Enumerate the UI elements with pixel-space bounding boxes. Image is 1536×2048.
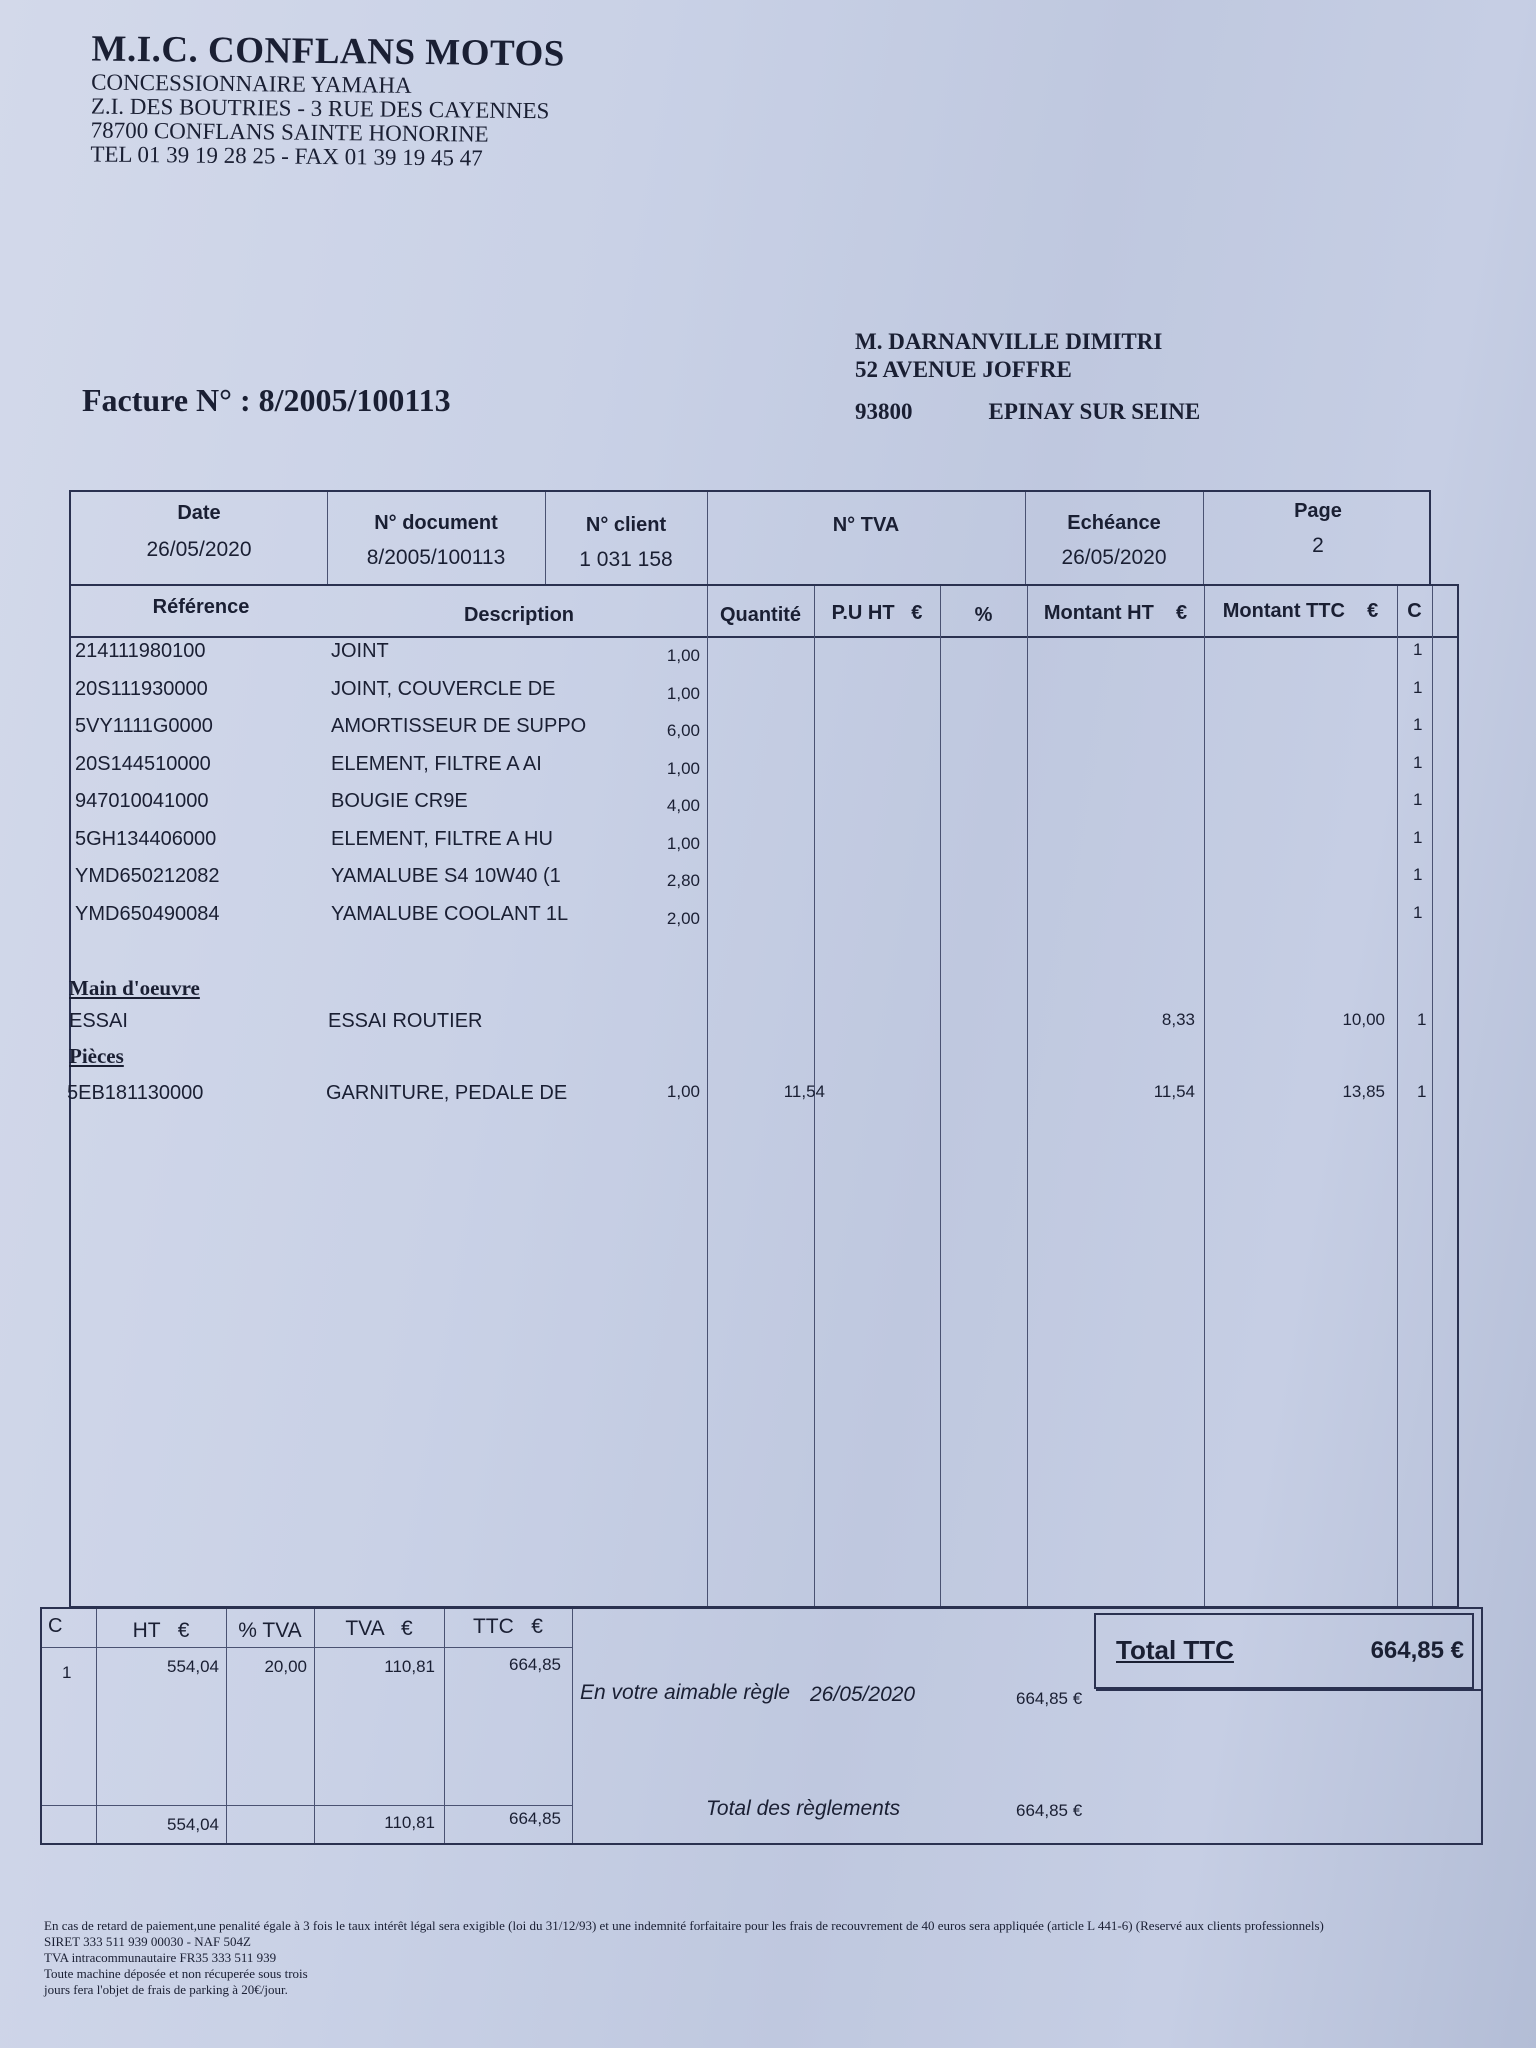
- doc-value: 8/2005/100113: [366, 546, 506, 569]
- ref: ESSAI: [69, 1010, 128, 1032]
- c: 1: [1413, 865, 1423, 884]
- item-row: [71, 903, 1457, 939]
- item-row: [71, 828, 1457, 864]
- qty: 1,00: [666, 833, 700, 853]
- ref: 947010041000: [75, 790, 209, 812]
- qty: 1,00: [666, 683, 700, 703]
- doc-header: N° document: [374, 512, 498, 534]
- vat-ttc-header: TTC €: [472, 1615, 543, 1638]
- qty: 1,00: [666, 1082, 700, 1101]
- vat-rate-header: % TVA: [238, 1619, 302, 1642]
- vat-row-rate: 20,00: [264, 1657, 307, 1676]
- vat-total-ht: 554,04: [167, 1815, 219, 1834]
- client-no-header: N° client: [585, 514, 667, 536]
- parking-notice-2: jours fera l'objet de frais de parking à 20€/jour.: [44, 1982, 288, 1997]
- item-row: [71, 753, 1457, 789]
- desc: GARNITURE, PEDALE DE: [326, 1082, 568, 1104]
- desc: YAMALUBE COOLANT 1L: [331, 902, 569, 925]
- col-amount-ttc: Montant TTC €: [1222, 600, 1379, 622]
- client-name: M. DARNANVILLE DIMITRI: [855, 329, 1163, 354]
- c: 1: [1417, 1082, 1427, 1101]
- ref: YMD650212082: [75, 865, 220, 887]
- labour-row: [71, 1010, 1457, 1046]
- vat-c-header: C: [48, 1615, 63, 1637]
- qty: 1,00: [666, 646, 700, 665]
- client-city: EPINAY SUR SEINE: [988, 399, 1201, 424]
- vat-row-c: 1: [62, 1663, 72, 1682]
- c: 1: [1413, 902, 1423, 922]
- client-no-value: 1 031 158: [579, 548, 673, 571]
- ref: YMD650490084: [75, 902, 220, 925]
- payment-amount: 664,85 €: [1016, 1689, 1083, 1708]
- vat-number: TVA intracommunautaire FR35 333 511 939: [44, 1950, 277, 1965]
- due-value: 26/05/2020: [1061, 546, 1167, 569]
- client-postcode: 93800: [855, 399, 913, 424]
- desc: AMORTISSEUR DE SUPPO: [331, 715, 587, 737]
- desc: YAMALUBE S4 10W40 (1: [331, 865, 561, 887]
- desc: JOINT, COUVERCLE DE: [331, 677, 556, 700]
- vat-row-ht: 554,04: [167, 1657, 219, 1676]
- company-line: Z.I. DES BOUTRIES - 3 RUE DES CAYENNES: [90, 93, 550, 124]
- qty: 2,00: [666, 908, 700, 928]
- siret: SIRET 333 511 939 00030 - NAF 504Z: [44, 1934, 251, 1949]
- qty: 6,00: [666, 721, 700, 740]
- ref: 20S144510000: [75, 752, 211, 775]
- page-header: Page: [1294, 500, 1342, 522]
- col-reference: Référence: [152, 596, 250, 618]
- ref: 5GH134406000: [75, 827, 217, 850]
- vat-ht-header: HT €: [132, 1619, 190, 1642]
- amount-ttc: 13,85: [1342, 1082, 1385, 1101]
- date-header: Date: [177, 502, 221, 524]
- company-header: [90, 28, 565, 172]
- labour-section-title: Main d'oeuvre: [69, 976, 200, 1000]
- col-percent: %: [974, 604, 993, 626]
- total-ttc-value: 664,85 €: [1370, 1637, 1464, 1664]
- invoice-title: Facture N° : 8/2005/100113: [82, 382, 451, 418]
- company-line: TEL 01 39 19 28 25 - FAX 01 39 19 45 47: [90, 141, 483, 171]
- company-name: M.I.C. CONFLANS MOTOS: [91, 28, 566, 75]
- ref: 5EB181130000: [67, 1082, 204, 1104]
- qty: 4,00: [666, 796, 700, 815]
- vat-total-tva: 110,81: [384, 1813, 435, 1832]
- date-value: 26/05/2020: [146, 538, 252, 561]
- qty: 2,80: [666, 871, 700, 890]
- item-row: [71, 640, 1457, 676]
- c: 1: [1413, 790, 1423, 809]
- ref: 214111980100: [75, 640, 206, 662]
- desc: JOINT: [331, 640, 389, 662]
- c: 1: [1417, 1010, 1427, 1029]
- payments-total-label: Total des règlements: [706, 1797, 901, 1820]
- item-row: [71, 678, 1457, 714]
- company-line: 78700 CONFLANS SAINTE HONORINE: [90, 117, 489, 147]
- c: 1: [1413, 677, 1423, 697]
- vat-total-ttc: 664,85: [509, 1809, 561, 1828]
- amount-ht: 11,54: [1153, 1082, 1195, 1101]
- parts-section-title: Pièces: [69, 1044, 124, 1068]
- desc: ELEMENT, FILTRE A HU: [331, 827, 553, 850]
- total-ttc-box: [1094, 1613, 1474, 1689]
- item-row: [71, 790, 1457, 826]
- late-payment-notice: En cas de retard de paiement,une penalité égale à 3 fois le taux intérêt légal sera exigible (loi du 31/12/93) et une indemnité forfaitaire pour les frais de recouvrement de 40 euros sera appliquée (article L 441-6) (Reservé aux clients professionnels): [44, 1918, 1324, 1933]
- parking-notice-1: Toute machine déposée et non récuperée sous trois: [44, 1966, 308, 1981]
- ref: 20S111930000: [75, 677, 208, 700]
- desc: ESSAI ROUTIER: [328, 1010, 483, 1032]
- client-address: [855, 328, 1200, 426]
- c: 1: [1413, 715, 1423, 734]
- client-street: 52 AVENUE JOFFRE: [855, 357, 1072, 382]
- tva-header: N° TVA: [832, 514, 900, 536]
- desc: ELEMENT, FILTRE A AI: [331, 752, 542, 775]
- amount-ht: 8,33: [1161, 1010, 1195, 1029]
- items-table: [69, 584, 1459, 1608]
- total-ttc-label: Total TTC: [1116, 1635, 1234, 1665]
- item-row: [71, 715, 1457, 751]
- amount-ttc: 10,00: [1342, 1010, 1385, 1029]
- c: 1: [1413, 827, 1423, 847]
- due-header: Echéance: [1067, 512, 1161, 534]
- col-description: Description: [463, 604, 575, 626]
- ref: 5VY1111G0000: [75, 715, 213, 737]
- vat-row-ttc: 664,85: [509, 1655, 561, 1674]
- payment-date: 26/05/2020: [810, 1683, 916, 1706]
- vat-row-tva: 110,81: [384, 1657, 435, 1676]
- info-table: [69, 490, 1431, 586]
- legal-footer: [44, 1918, 1484, 1998]
- page-value: 2: [1312, 534, 1324, 557]
- parts-row: [67, 1082, 1457, 1118]
- col-c: C: [1407, 600, 1422, 622]
- unit-price: 11,54: [783, 1082, 825, 1101]
- col-quantity: Quantité: [719, 604, 802, 626]
- payment-label: En votre aimable règle: [580, 1681, 791, 1704]
- c: 1: [1413, 640, 1423, 659]
- company-line: CONCESSIONNAIRE YAMAHA: [91, 69, 412, 98]
- col-unit-price: P.U HT €: [831, 602, 923, 624]
- c: 1: [1413, 752, 1423, 772]
- desc: BOUGIE CR9E: [331, 790, 468, 812]
- vat-tva-header: TVA €: [345, 1617, 413, 1640]
- payments-total-amount: 664,85 €: [1016, 1801, 1083, 1820]
- item-row: [71, 865, 1457, 901]
- col-amount-ht: Montant HT €: [1043, 602, 1188, 624]
- qty: 1,00: [666, 758, 700, 778]
